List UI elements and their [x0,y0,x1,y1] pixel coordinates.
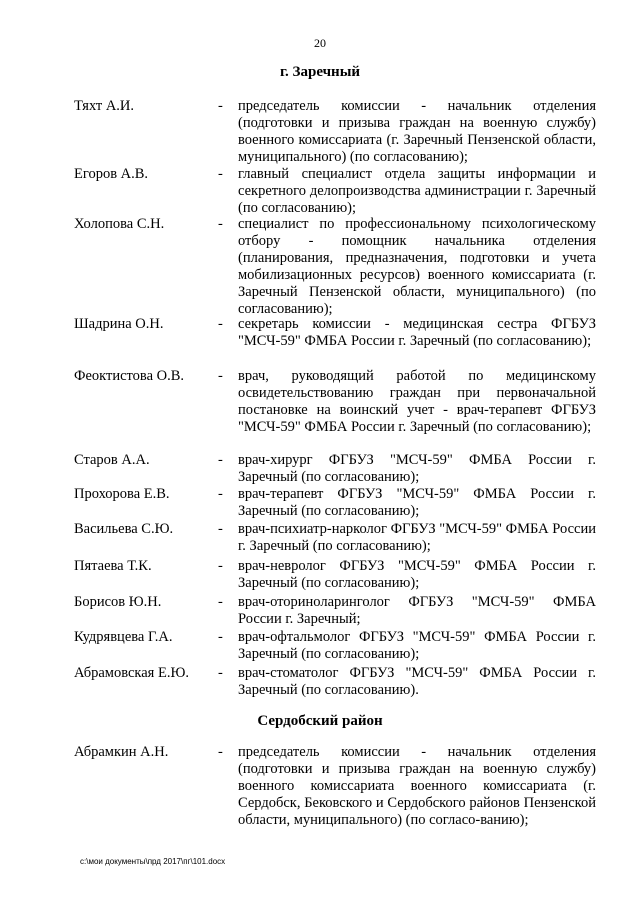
separator-dash: - [218,98,223,114]
separator-dash: - [218,744,223,760]
separator-dash: - [218,316,223,332]
page-number: 20 [314,36,326,50]
section-title-serdobsk: Сердобский район [257,713,383,729]
member-role: секретарь комиссии - медицинская сестра ФГБУЗ "МСЧ-59" ФМБА России г. Заречный (по согласованию); [238,316,596,349]
member-name: Кудрявцева Г.А. [74,629,173,645]
member-name: Егоров А.В. [74,166,149,182]
member-role: врач-невролог ФГБУЗ "МСЧ-59" ФМБА России г. Заречный (по согласованию); [238,558,596,591]
separator-dash: - [218,665,223,681]
member-name: Шадрина О.Н. [74,316,164,332]
member-role: врач, руководящий работой по медицинскому освидетельствованию граждан при первоначальной постановке на воинский учет - врач-терапевт ФГБУЗ "МСЧ-59" ФМБА России г. Заречный (по согласованию); [238,368,596,435]
member-name: Борисов Ю.Н. [74,594,162,610]
member-name: Тяхт А.И. [74,98,135,114]
separator-dash: - [218,486,223,502]
member-role: врач-психиатр-нарколог ФГБУЗ "МСЧ-59" ФМБА России г. Заречный (по согласованию); [238,521,596,554]
separator-dash: - [218,452,223,468]
member-name: Абрамовская Е.Ю. [74,665,189,681]
separator-dash: - [218,594,223,610]
separator-dash: - [218,216,223,232]
member-name: Абрамкин А.Н. [74,744,169,760]
member-role: главный специалист отдела защиты информации и секретного делопроизводства администрации г. Заречный (по согласованию); [238,166,596,216]
member-name: Феоктистова О.В. [74,368,185,384]
separator-dash: - [218,521,223,537]
member-role: врач-стоматолог ФГБУЗ "МСЧ-59" ФМБА России г. Заречный (по согласованию). [238,665,596,698]
member-name: Васильева С.Ю. [74,521,174,537]
separator-dash: - [218,558,223,574]
section-title-zarechny: г. Заречный [279,64,361,80]
member-role: специалист по профессиональному психологическому отбору - помощник начальника отделения (планирования, предназначения, подготовки и учета мобилизационных ресурсов) военного комиссариата (г. Заречный Пензенской области, муниципального) (по согласованию); [238,216,596,317]
member-name: Прохорова Е.В. [74,486,170,502]
member-role: врач-офтальмолог ФГБУЗ "МСЧ-59" ФМБА России г. Заречный (по согласованию); [238,629,596,662]
member-role: председатель комиссии - начальник отделения (подготовки и призыва граждан на военную службу) военного комиссариата военного комиссариата (г. Сердобск, Бековского и Сердобского районов Пензенской области, муниципального) (по согласо-ванию); [238,744,596,828]
member-role: врач-терапевт ФГБУЗ "МСЧ-59" ФМБА России г. Заречный (по согласованию); [238,486,596,519]
member-name: Пятаева Т.К. [74,558,152,574]
member-name: Холопова С.Н. [74,216,165,232]
separator-dash: - [218,166,223,182]
separator-dash: - [218,368,223,384]
file-path-footer: c:\мои документы\прд 2017\пг\101.docx [80,857,226,866]
member-role: председатель комиссии - начальник отделения (подготовки и призыва граждан на военную службу) военного комиссариата (г. Заречный Пензенской области, муниципального) (по согласованию); [238,98,596,165]
member-role: врач-оториноларинголог ФГБУЗ "МСЧ-59" ФМБА России г. Заречный; [238,594,596,627]
member-name: Старов А.А. [74,452,150,468]
member-role: врач-хирург ФГБУЗ "МСЧ-59" ФМБА России г. Заречный (по согласованию); [238,452,596,485]
separator-dash: - [218,629,223,645]
